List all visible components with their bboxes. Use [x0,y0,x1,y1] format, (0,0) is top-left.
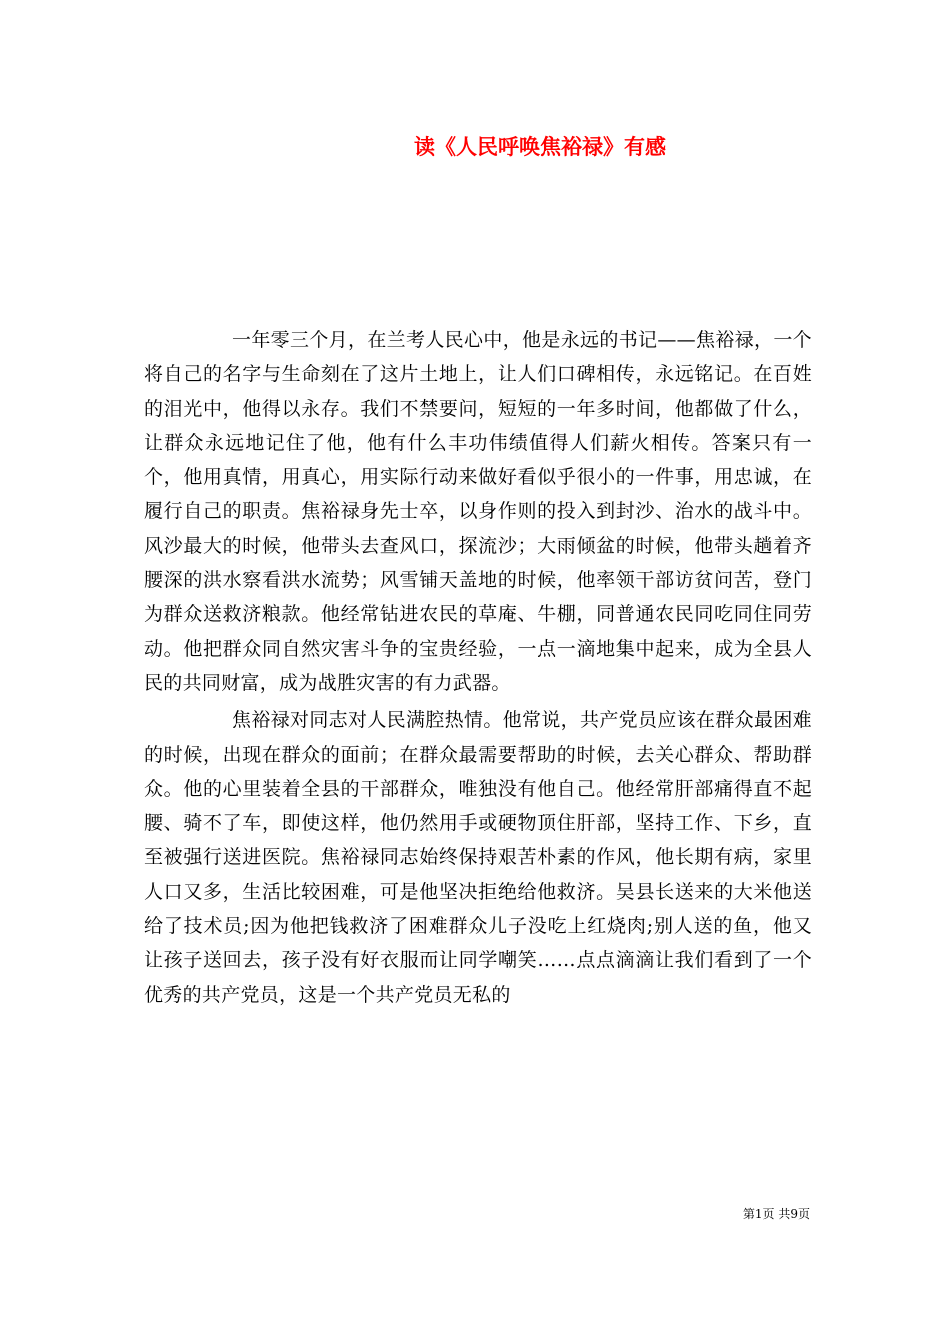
paragraph-1: 一年零三个月，在兰考人民心中，他是永远的书记——焦裕禄，一个将自己的名字与生命刻在了这片土地上，让人们口碑相传，永远铭记。在百姓的泪光中，他得以永存。我们不禁要问，短短的一年多时间，他都做了什么，让群众永远地记住了他，他有什么丰功伟绩值得人们薪火相传。答案只有一个，他用真情，用真心，用实际行动来做好看似乎很小的一件事，用忠诚，在履行自己的职责。焦裕禄身先士卒，以身作则的投入到封沙、治水的战斗中。风沙最大的时候，他带头去查风口，探流沙；大雨倾盆的时候，他带头趟着齐腰深的洪水察看洪水流势；风雪铺天盖地的时候，他率领干部访贫问苦，登门为群众送救济粮款。他经常钻进农民的草庵、牛棚，同普通农民同吃同住同劳动。他把群众同自然灾害斗争的宝贵经验，一点一滴地集中起来，成为全县人民的共同财富，成为战胜灾害的有力武器。 [144,329,812,694]
page-number-footer: 第1页 共9页 [742,1207,810,1221]
document-body [144,323,812,1012]
paragraph-2: 焦裕禄对同志对人民满腔热情。他常说，共产党员应该在群众最困难的时候，出现在群众的面前；在群众最需要帮助的时候，去关心群众、帮助群众。他的心里装着全县的干部群众，唯独没有他自己。他经常肝部痛得直不起腰、骑不了车，即使这样，他仍然用手或硬物顶住肝部，坚持工作、下乡，直至被强行送进医院。焦裕禄同志始终保持艰苦朴素的作风，他长期有病，家里人口又多，生活比较困难，可是他坚决拒绝给他救济。吴县长送来的大米他送给了技术员;因为他把钱救济了困难群众儿子没吃上红烧肉;别人送的鱼，他又让孩子送回去，孩子没有好衣服而让同学嘲笑……点点滴滴让我们看到了一个优秀的共产党员，这是一个共产党员无私的 [144,709,812,1006]
document-title: 读《人民呼唤焦裕禄》有感 [414,134,666,159]
